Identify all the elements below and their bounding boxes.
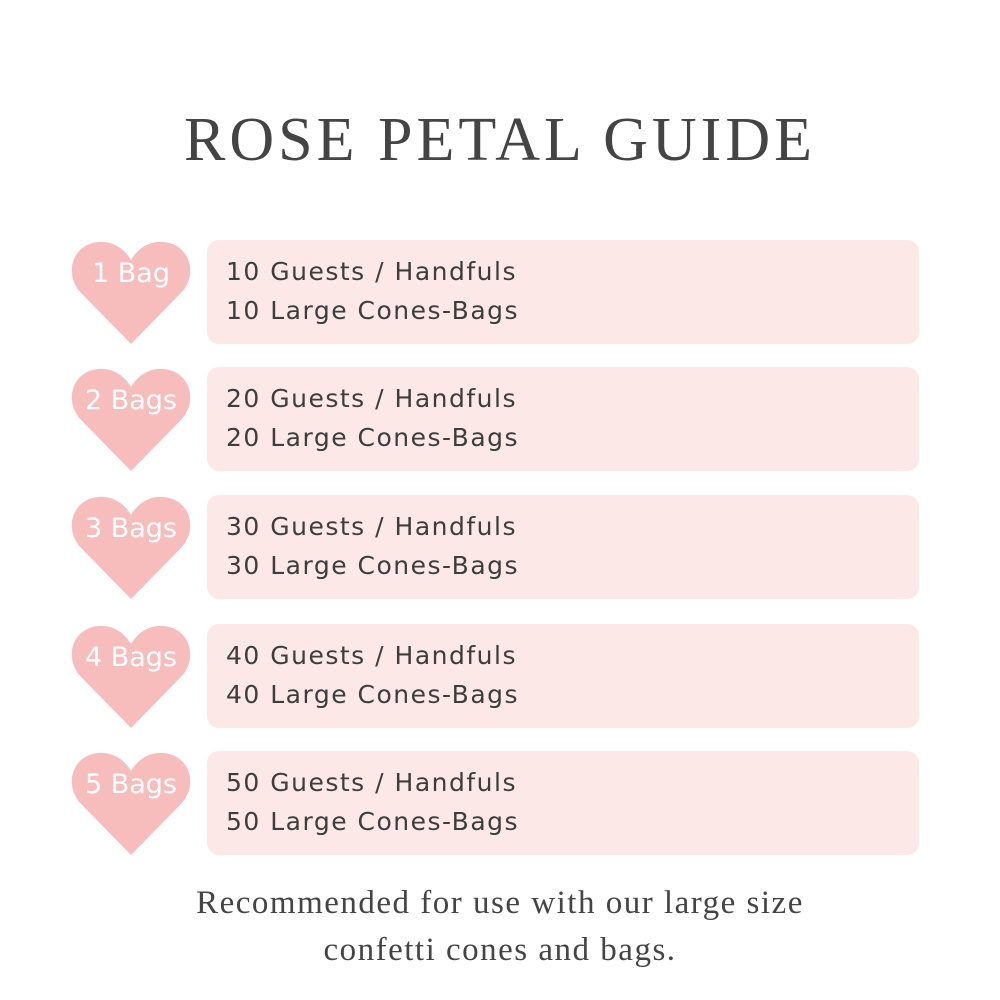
guide-row-2 (0, 367, 1000, 473)
heart-icon (70, 751, 192, 857)
heart-icon (70, 495, 192, 601)
heart-icon (70, 624, 192, 730)
heart-label: 3 Bags (84, 513, 178, 544)
cones-text: 10 Large Cones-Bags (226, 296, 520, 325)
footnote (0, 880, 1000, 974)
guide-card (207, 751, 919, 855)
guide-card (207, 495, 919, 599)
cones-text: 40 Large Cones-Bags (226, 680, 520, 709)
guide-row-5 (0, 751, 1000, 857)
cones-text: 50 Large Cones-Bags (226, 807, 520, 836)
guide-row-4 (0, 624, 1000, 730)
guests-text: 40 Guests / Handfuls (226, 641, 517, 670)
page-title: ROSE PETAL GUIDE (184, 106, 816, 174)
guide-card (207, 367, 919, 471)
heart-icon (70, 367, 192, 473)
footnote-line-1: Recommended for use with our large size (196, 885, 804, 921)
guests-text: 10 Guests / Handfuls (226, 257, 517, 286)
guide-card (207, 240, 919, 344)
guide-row-1 (0, 240, 1000, 346)
footnote-line-2: confetti cones and bags. (323, 932, 677, 968)
guests-text: 20 Guests / Handfuls (226, 384, 517, 413)
guide-row-3 (0, 495, 1000, 601)
guide-card (207, 624, 919, 728)
guests-text: 30 Guests / Handfuls (226, 512, 517, 541)
guests-text: 50 Guests / Handfuls (226, 768, 517, 797)
heart-label: 5 Bags (84, 769, 178, 800)
cones-text: 20 Large Cones-Bags (226, 423, 520, 452)
heart-label: 1 Bag (92, 258, 170, 289)
heart-label: 2 Bags (84, 385, 178, 416)
cones-text: 30 Large Cones-Bags (226, 551, 520, 580)
heart-label: 4 Bags (84, 642, 178, 673)
heart-icon (70, 240, 192, 346)
